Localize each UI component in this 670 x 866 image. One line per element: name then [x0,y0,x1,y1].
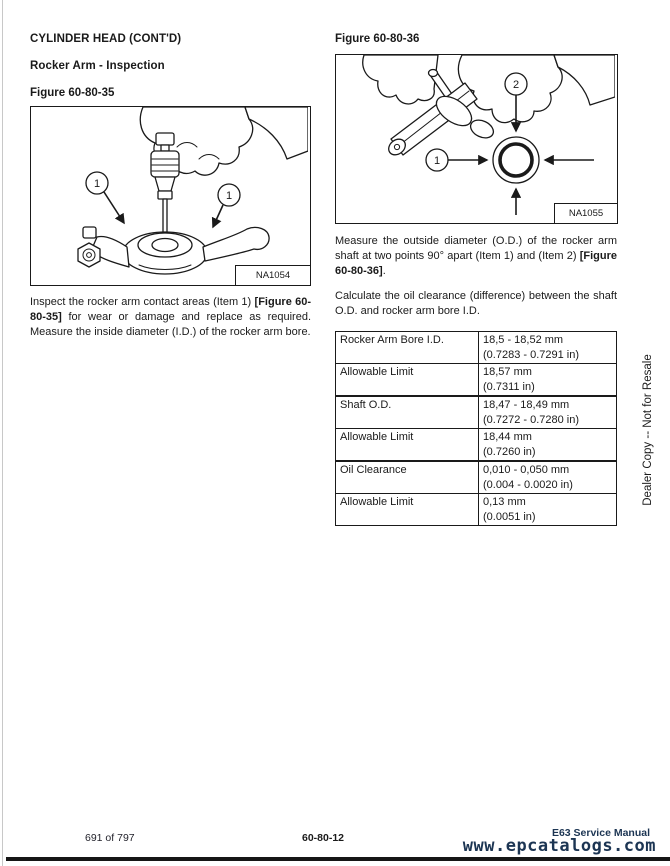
section-page-number: 60-80-12 [301,832,345,844]
table-row [336,461,617,494]
table-row [336,429,617,462]
paragraph-text: . [382,265,386,277]
section-title: CYLINDER HEAD (CONT'D) [30,33,182,45]
spec-value-cell [479,461,617,494]
lock-nut [78,243,100,267]
gauge-neck [161,145,169,151]
subsection-title: Rocker Arm - Inspection [30,60,165,72]
spec-imperial: (0.004 - 0.0020 in) [483,478,573,491]
spec-value-cell [479,429,617,462]
spec-label-cell: Oil Clearance [336,461,479,494]
spec-metric: 0,13 mm [483,496,526,508]
paragraph-text: Measure the outside diameter (O.D.) of the rocker arm shaft at two points 90° apart (Item 1) and (Item 2) [335,235,617,262]
figure-reference: [Figure 60-80-35] [30,296,312,323]
inspect-paragraph [30,295,311,340]
spec-metric: 0,010 - 0,050 mm [483,464,570,476]
spec-metric: 18,47 - 18,49 mm [483,399,570,411]
page-scan-edge [2,0,3,866]
gauge-barrel [151,151,179,177]
spec-imperial: (0.0051 in) [483,510,536,523]
manual-name: E63 Service Manual [551,827,650,839]
callout-number: 1 [93,178,101,190]
callout-arrow [213,205,223,227]
paragraph-text: Inspect the rocker arm contact areas (Item 1) [30,296,255,308]
figure2-image-label: NA1055 [554,203,618,224]
spec-imperial: (0.7311 in) [483,380,535,393]
table-row [336,332,617,364]
spec-label-cell: Allowable Limit [336,364,479,397]
table-row [336,364,617,397]
callout-arrow [104,192,124,223]
shaft-micrometer-drawing [336,55,615,221]
figure2-caption: Figure 60-80-36 [335,33,420,45]
figure2-frame [335,54,618,224]
page-number: 691 of 797 [85,832,135,844]
table-row [336,396,617,429]
adjusting-screw [83,227,96,238]
figure-reference: [Figure 60-80-36] [335,250,617,277]
forearm-drawing [554,55,615,105]
spec-label-cell: Allowable Limit [336,429,479,462]
spec-value-cell [479,332,617,364]
spec-table [335,331,617,526]
spec-imperial: (0.7260 in) [483,445,536,458]
spec-imperial: (0.7272 - 0.7280 in) [483,413,580,426]
spec-label-cell: Shaft O.D. [336,396,479,429]
hand-drawing [363,55,438,104]
spindle-tip [429,70,438,77]
callout-number: 2 [512,79,520,91]
callout-number: 1 [433,155,441,167]
callout-number: 1 [225,190,233,202]
spec-label-cell: Allowable Limit [336,494,479,526]
spec-value-cell [479,494,617,526]
figure1-frame [30,106,311,286]
spec-metric: 18,44 mm [483,431,532,443]
gauge-collar [158,191,172,199]
spec-value-cell [479,396,617,429]
gauge-knob [156,133,174,145]
spec-metric: 18,5 - 18,52 mm [483,334,564,346]
figure1-caption: Figure 60-80-35 [30,87,115,99]
paragraph-text: for wear or damage and replace as required. Measure the inside diameter (I.D.) of the rocker arm bore. [30,311,311,338]
figure1-image-label: NA1054 [235,265,311,286]
table-row [336,494,617,526]
forearm-drawing [245,107,308,159]
gauge-taper [155,177,175,191]
page-bottom-rule [6,857,670,861]
shaft-cross-section-inner [500,144,532,176]
rocker-arm-pad [203,227,269,261]
calculate-paragraph: Calculate the oil clearance (difference) between the shaft O.D. and rocker arm bore I.D. [335,290,617,317]
dealer-copy-watermark: Dealer Copy -- Not for Resale [642,354,654,506]
rocker-arm-bore-gauge-drawing [31,107,308,283]
rocker-arm-bore [152,239,178,252]
spec-imperial: (0.7283 - 0.7291 in) [483,348,580,361]
site-watermark: www.epcatalogs.com [462,836,656,856]
spec-value-cell [479,364,617,397]
measure-paragraph [335,234,617,279]
spec-metric: 18,57 mm [483,366,532,378]
spec-label-cell: Rocker Arm Bore I.D. [336,332,479,364]
